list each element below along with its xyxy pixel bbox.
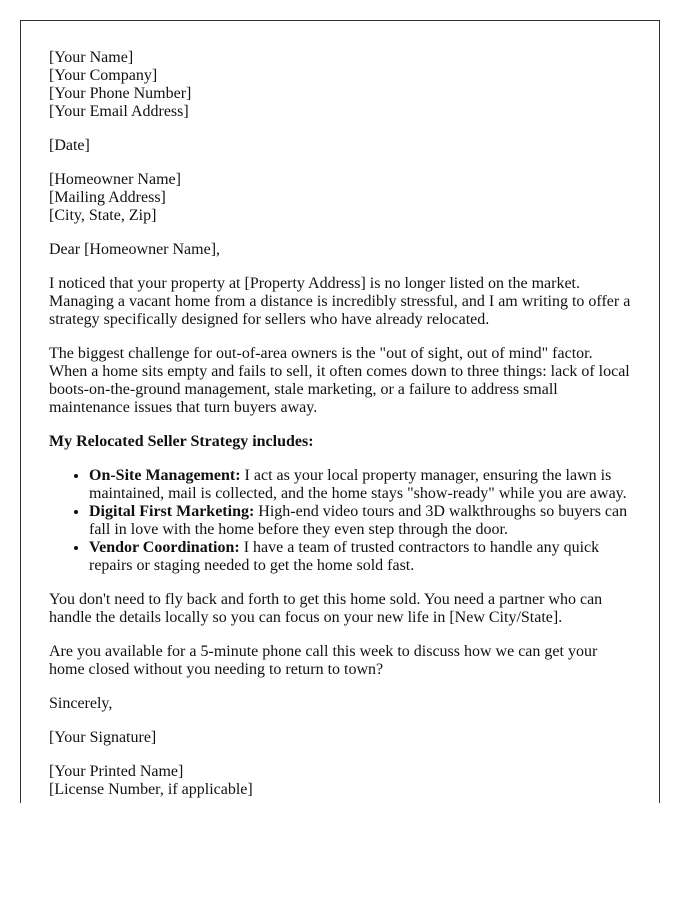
printed-name: [Your Printed Name] bbox=[49, 763, 184, 780]
strategy-item: • On-Site Management: I act as your local property manager, ensuring the lawn is maintained, mail is collected, and the home stays "show-ready" while you are away. bbox=[89, 467, 631, 503]
body-paragraph: The biggest challenge for out-of-area owners is the "out of sight, out of mind" factor. When a home sits empty and fails to sell, it often comes down to three things: lack of local boots-on-the-ground management, stale marketing, or a failure to address small maintenance issues that turn buyers away. bbox=[49, 345, 630, 416]
sender-company: [Your Company] bbox=[49, 67, 158, 84]
printed-block bbox=[49, 763, 631, 799]
body-paragraph: I noticed that your property at [Property Address] is no longer listed on the market. Managing a vacant home from a distance is incredibly stressful, and I am writing to offer a strategy specifically designed for sellers who have already relocated. bbox=[49, 275, 631, 328]
recipient-name: [Homeowner Name] bbox=[49, 171, 181, 188]
license-number: [License Number, if applicable] bbox=[49, 781, 253, 798]
signature: [Your Signature] bbox=[49, 729, 157, 746]
letter-page bbox=[20, 20, 660, 803]
sender-email: [Your Email Address] bbox=[49, 103, 189, 120]
closing-paragraph: Are you available for a 5-minute phone call this week to discuss how we can get your home closed without you needing to return to town? bbox=[49, 643, 598, 678]
strategy-item: • Vendor Coordination: I have a team of trusted contractors to handle any quick repairs or staging needed to get the home sold fast. bbox=[89, 539, 631, 575]
recipient-city: [City, State, Zip] bbox=[49, 207, 157, 224]
sender-name: [Your Name] bbox=[49, 49, 134, 66]
sender-block bbox=[49, 49, 631, 121]
recipient-block bbox=[49, 171, 631, 225]
recipient-address: [Mailing Address] bbox=[49, 189, 166, 206]
letter-date: [Date] bbox=[49, 137, 90, 154]
strategy-list bbox=[49, 467, 631, 575]
sender-phone: [Your Phone Number] bbox=[49, 85, 192, 102]
closing-paragraph: You don't need to fly back and forth to get this home sold. You need a partner who can handle the details locally so you can focus on your new life in [New City/State]. bbox=[49, 591, 603, 626]
strategy-item: • Digital First Marketing: High-end video tours and 3D walkthroughs so buyers can fall in love with the home before they even step through the door. bbox=[89, 503, 631, 539]
strategy-heading: My Relocated Seller Strategy includes: bbox=[49, 433, 314, 450]
salutation: Dear [Homeowner Name], bbox=[49, 241, 221, 258]
signoff: Sincerely, bbox=[49, 695, 113, 712]
